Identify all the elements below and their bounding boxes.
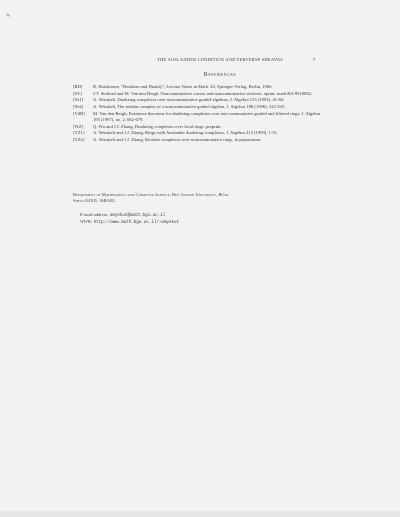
email-label: E-mail address:	[80, 212, 109, 217]
reference-entry	[73, 104, 325, 110]
page-bottom-edge	[0, 511, 400, 517]
reference-text: A. Yekutieli, The residue complex of a noncommutative graded algebra, J. Algebra 186 (1996), 522-543.	[93, 104, 286, 110]
reference-entry	[73, 97, 325, 103]
reference-key: [WZ]	[73, 123, 84, 129]
reference-key: [RD]	[73, 84, 83, 89]
reference-key: [SV]	[73, 90, 82, 96]
reference-key: [Ye1]	[73, 97, 84, 103]
reference-key: [Ye2]	[73, 104, 84, 110]
reference-key: [VdB]	[73, 110, 85, 116]
references-heading: References	[203, 72, 237, 78]
reference-text: R. Hartshorne, "Residues and Duality", Lecture Notes in Math. 20, Springer-Verlag, Berlin, 1966.	[93, 84, 273, 89]
reference-entry	[73, 84, 325, 90]
reference-text: J.T. Stafford and M. Van den Bergh, Noncommutative curves and noncommutative surfaces, eprint: math.RA/9910082.	[93, 90, 313, 96]
reference-text: A. Yekutieli and J.J. Zhang, Residue complexes over noncommutative rings, in preparation.	[93, 136, 262, 142]
references-list	[73, 84, 325, 144]
address-line: Department of Mathematics and Computer Science, Ben Gurion University, Be'er	[73, 192, 229, 197]
author-address	[73, 192, 325, 204]
reference-text: M. Van den Bergh, Existence theorems for dualizing complexes over non-commutative graded and filtered rings, J. Algebra 195 (1997), no. 2, 662-679.	[93, 110, 321, 122]
reference-entry	[73, 137, 325, 143]
www-line	[80, 219, 320, 226]
www-address: http://www.math.bgu.ac.il/~amyekut	[93, 221, 180, 225]
email-address: amyekut@math.bgu.ac.il	[109, 214, 166, 218]
reference-key: [YZ1]	[73, 130, 85, 136]
reference-entry	[73, 130, 325, 136]
reference-text: A. Yekutieli, Dualizing complexes over noncommutative graded algebras, J. Algebra 153 (1992), 41-84.	[93, 97, 285, 103]
www-label: WWW:	[80, 219, 93, 224]
reference-text: A. Yekutieli and J.J. Zhang, Rings with Auslander dualizing complexes, J. Algebra 213 (1999), 1-51.	[93, 130, 279, 136]
running-title: THE AUSLANDER CONDITION AND PERVERSE SHEAVES	[157, 57, 283, 62]
scan-mark	[6, 13, 10, 17]
reference-text: Q. Wu and J.J. Zhang, Dualizing complexes over local rings, preprint.	[93, 123, 222, 129]
author-contact	[80, 212, 320, 226]
page-number: 7	[313, 57, 316, 62]
reference-key: [YZ2]	[73, 136, 85, 142]
address-line: Sheva 84105, ISRAEL	[73, 198, 116, 203]
reference-entry	[73, 124, 325, 130]
reference-entry	[73, 91, 325, 97]
reference-entry	[73, 111, 325, 123]
email-line	[80, 212, 320, 219]
